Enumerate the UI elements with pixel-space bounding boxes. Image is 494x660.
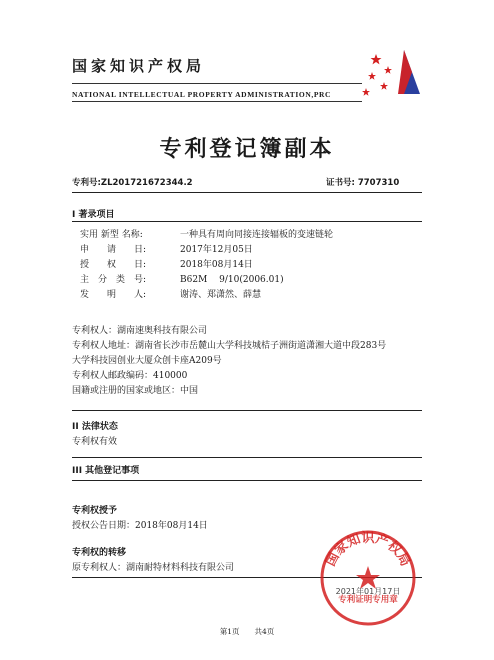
field-value-name: 一种具有周向同接连接辐板的变速链轮 bbox=[180, 230, 334, 240]
field-label-grant-date: 授 权 日: bbox=[80, 260, 147, 270]
official-seal bbox=[318, 528, 418, 628]
divider bbox=[72, 480, 422, 481]
field-label-application-date: 申 请 日: bbox=[80, 245, 147, 255]
agency-name-en: NATIONAL INTELLECTUAL PROPERTY ADMINISTRATION,PRC bbox=[72, 90, 332, 99]
grant-heading: 专利权授予 bbox=[72, 506, 118, 516]
previous-holder: 原专利权人：湖南耐特材料科技有限公司 bbox=[72, 563, 235, 573]
patent-number: 专利号:ZL201721672344.2 bbox=[72, 178, 193, 188]
divider bbox=[72, 192, 422, 193]
divider bbox=[72, 457, 422, 458]
holder-postal-code: 专利权人邮政编码：410000 bbox=[72, 371, 188, 381]
page-number: 第1页 共4页 bbox=[219, 627, 275, 636]
header-rule bbox=[72, 83, 362, 84]
field-label-inventors: 发 明 人: bbox=[80, 290, 147, 300]
holder-address-line2: 大学科技园创业大厦众创卡座A209号 bbox=[72, 356, 222, 366]
holder-country: 国籍或注册的国家或地区：中国 bbox=[72, 386, 199, 396]
seal-date: 2021年01月17日 bbox=[335, 587, 401, 596]
svg-text:国家知识产权局 bbox=[322, 530, 412, 569]
field-label-classification: 主 分 类 号: bbox=[80, 275, 147, 285]
seal-top-text: 国家知识产权局 bbox=[323, 531, 413, 569]
patent-holder: 专利权人：湖南速奥科技有限公司 bbox=[72, 326, 208, 336]
seal-bottom-text: 专利证明专用章 bbox=[338, 595, 398, 605]
document-title: 专利登记簿副本 bbox=[159, 137, 335, 162]
agency-name-cn: 国家知识产权局 bbox=[72, 57, 206, 75]
cnipa-logo bbox=[360, 44, 430, 104]
header-rule-bottom bbox=[72, 101, 362, 102]
field-value-classification: B62M 9/10(2006.01) bbox=[180, 275, 284, 285]
section-legal-status-heading: II 法律状态 bbox=[72, 422, 118, 432]
divider bbox=[72, 221, 422, 222]
field-label-name: 实用 新型 名称: bbox=[80, 230, 143, 240]
field-value-application-date: 2017年12月05日 bbox=[180, 245, 253, 255]
transfer-heading: 专利权的转移 bbox=[72, 548, 127, 558]
grant-announcement-date: 授权公告日期：2018年08月14日 bbox=[72, 521, 208, 531]
field-value-inventors: 谢涛、郑潇然、薛慧 bbox=[180, 290, 262, 300]
section-bibliographic-heading: I 著录项目 bbox=[72, 210, 115, 220]
divider bbox=[72, 410, 422, 411]
legal-status-value: 专利权有效 bbox=[72, 437, 118, 447]
certificate-number: 证书号: 7707310 bbox=[326, 178, 400, 188]
holder-address-line1: 专利权人地址：湖南省长沙市岳麓山大学科技城桔子洲街道潇湘大道中段283号 bbox=[72, 341, 387, 351]
section-other-matters-heading: III 其他登记事项 bbox=[72, 466, 140, 476]
field-value-grant-date: 2018年08月14日 bbox=[180, 260, 253, 270]
